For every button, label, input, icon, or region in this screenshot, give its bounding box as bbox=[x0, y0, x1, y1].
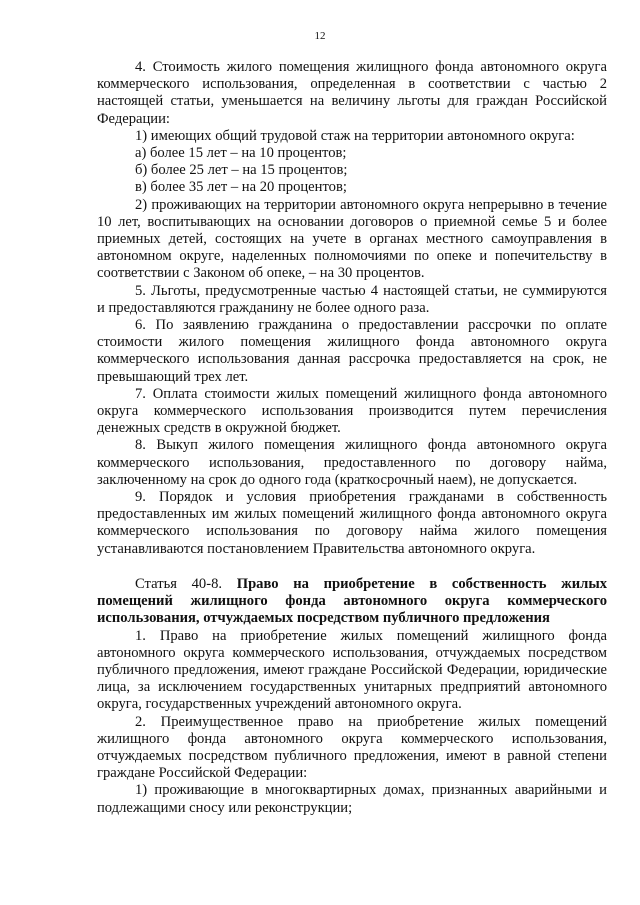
page-number: 12 bbox=[314, 30, 326, 42]
paragraph: 6. По заявлению гражданина о предоставлении рассрочки по оплате стоимости жилого помещения жилищного фонда автономного округа коммерческого использования данная рассрочка предоставляется на срок, не превышающий трех лет. bbox=[97, 317, 607, 385]
paragraph: 1. Право на приобретение жилых помещений жилищного фонда автономного округа коммерческого использования, отчуждаемых посредством публичного предложения, имеют граждане Российской Федерации, юридические лица, за исключением государственных унитарных предприятий автономного округа, государственных учреждений автономного округа. bbox=[97, 627, 607, 713]
document-body bbox=[97, 59, 607, 817]
list-item: в) более 35 лет – на 20 процентов; bbox=[135, 179, 347, 196]
paragraph: 1) имеющих общий трудовой стаж на территории автономного округа: bbox=[135, 127, 575, 144]
paragraph: 8. Выкуп жилого помещения жилищного фонда автономного округа коммерческого использования, предоставленного по договору найма, заключенному на срок до одного года (краткосрочный наем), не допускается. bbox=[97, 437, 607, 488]
paragraph: 2) проживающих на территории автономного округа непрерывно в течение 10 лет, воспитывающих на основании договоров о приемной семье 5 и более приемных детей, состоящих на учете в органах местного самоуправления в автономном округе, наделенных полномочиями по опеке и попечительству в соответствии с Законом об опеке, – на 30 процентов. bbox=[97, 196, 607, 282]
list-item: б) более 25 лет – на 15 процентов; bbox=[135, 162, 348, 179]
paragraph: 4. Стоимость жилого помещения жилищного фонда автономного округа коммерческого использования, определенная в соответствии с частью 2 настоящей статьи, уменьшается на величину льготы для граждан Российской Федерации: bbox=[97, 59, 607, 127]
article-heading bbox=[97, 576, 607, 628]
list-item: 1) проживающие в многоквартирных домах, признанных аварийными и подлежащими сносу или реконструкции; bbox=[97, 782, 607, 816]
paragraph: 2. Преимущественное право на приобретение жилых помещений жилищного фонда автономного округа коммерческого использования, отчуждаемых посредством публичного предложения, имеют в равной степени граждане Российской Федерации: bbox=[97, 713, 607, 782]
paragraph: 7. Оплата стоимости жилых помещений жилищного фонда автономного округа коммерческого использования производится путем перечисления денежных средств в окружной бюджет. bbox=[97, 385, 607, 437]
article-label: Статья 40-8. bbox=[135, 575, 223, 592]
paragraph: 5. Льготы, предусмотренные частью 4 настоящей статьи, не суммируются и предоставляются гражданину не более одного раза. bbox=[97, 282, 607, 316]
list-item: а) более 15 лет – на 10 процентов; bbox=[135, 145, 347, 162]
paragraph: 9. Порядок и условия приобретения гражданами в собственность предоставленных им жилых помещений жилищного фонда автономного округа коммерческого использования по договору найма жилого помещения устанавливаются постановлением Правительства автономного округа. bbox=[97, 489, 607, 557]
article-title: Право на приобретение в собственность жилых помещений жилищного фонда автономного округа коммерческого использования, отчуждаемых посредством публичного предложения bbox=[97, 575, 608, 627]
